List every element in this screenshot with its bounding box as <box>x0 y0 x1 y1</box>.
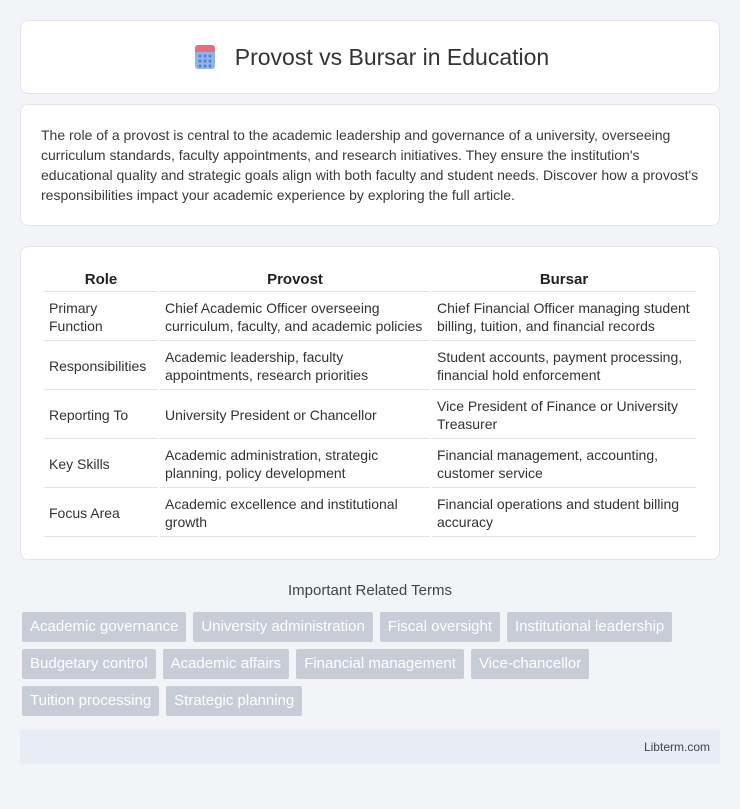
row-role-cell: Focus Area <box>44 490 158 537</box>
row-bursar-cell: Vice President of Finance or University Treasurer <box>432 392 696 439</box>
row-role-cell: Reporting To <box>44 392 158 439</box>
calculator-icon <box>191 43 219 71</box>
term-tag[interactable]: Vice-chancellor <box>471 649 589 679</box>
intro-card <box>20 104 720 226</box>
intro-text: The role of a provost is central to the academic leadership and governance of a university, overseeing curriculum standards, faculty appointments, and research initiatives. They ensure the institution's educational quality and strategic goals align with both faculty and student needs. Discover how a provost's responsibilities impact your academic experience by exploring the full article. <box>41 127 699 203</box>
row-provost-cell: University President or Chancellor <box>160 392 430 439</box>
term-tag[interactable]: Fiscal oversight <box>380 612 500 642</box>
footer <box>20 730 720 764</box>
term-tag[interactable]: University administration <box>193 612 372 642</box>
footer-site-link[interactable]: Libterm.com <box>643 740 710 754</box>
term-tag[interactable]: Academic governance <box>22 612 186 642</box>
term-tag[interactable]: Institutional leadership <box>507 612 672 642</box>
table-row <box>44 343 696 390</box>
row-provost-cell: Academic excellence and institutional growth <box>160 490 430 537</box>
row-role-cell: Responsibilities <box>44 343 158 390</box>
term-tag[interactable]: Financial management <box>296 649 464 679</box>
table-row <box>44 441 696 488</box>
term-tag[interactable]: Academic affairs <box>163 649 290 679</box>
row-provost-cell: Chief Academic Officer overseeing curriculum, faculty, and academic policies <box>160 294 430 341</box>
header-provost: Provost <box>160 269 430 292</box>
row-bursar-cell: Student accounts, payment processing, financial hold enforcement <box>432 343 696 390</box>
row-bursar-cell: Financial management, accounting, customer service <box>432 441 696 488</box>
header-role: Role <box>44 269 158 292</box>
term-tag[interactable]: Budgetary control <box>22 649 156 679</box>
header-card <box>20 20 720 94</box>
table-header-row <box>44 269 696 292</box>
row-provost-cell: Academic leadership, faculty appointments, research priorities <box>160 343 430 390</box>
page-title: Provost vs Bursar in Education <box>234 43 550 70</box>
row-role-cell: Primary Function <box>44 294 158 341</box>
term-tag[interactable]: Strategic planning <box>166 686 302 716</box>
comparison-table-card <box>20 246 720 560</box>
row-role-cell: Key Skills <box>44 441 158 488</box>
related-terms-list <box>22 612 719 716</box>
comparison-table <box>42 267 698 539</box>
related-terms-title: Important Related Terms <box>288 582 452 599</box>
table-row <box>44 392 696 439</box>
row-provost-cell: Academic administration, strategic planning, policy development <box>160 441 430 488</box>
row-bursar-cell: Chief Financial Officer managing student billing, tuition, and financial records <box>432 294 696 341</box>
header-bursar: Bursar <box>432 269 696 292</box>
term-tag[interactable]: Tuition processing <box>22 686 159 716</box>
table-row <box>44 490 696 537</box>
table-row <box>44 294 696 341</box>
row-bursar-cell: Financial operations and student billing accuracy <box>432 490 696 537</box>
